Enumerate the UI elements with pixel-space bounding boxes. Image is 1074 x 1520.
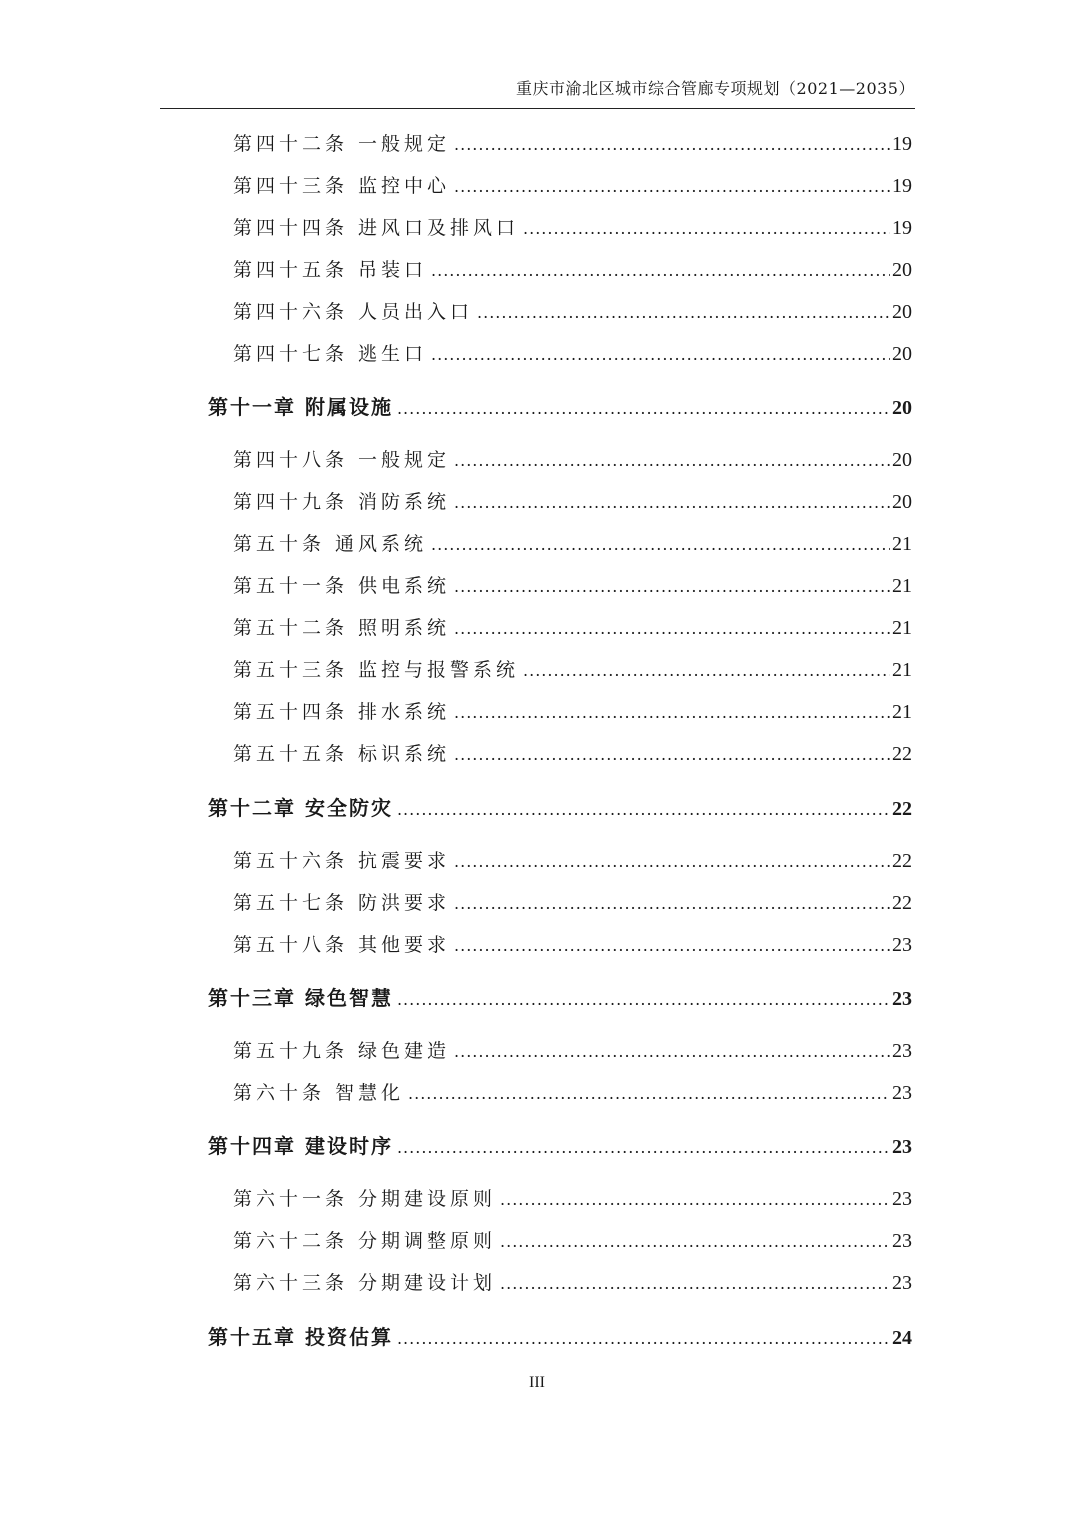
toc-entry[interactable] xyxy=(233,530,912,558)
toc-entry[interactable] xyxy=(233,446,912,474)
dot-leader xyxy=(454,130,890,159)
toc-entry-page: 23 xyxy=(892,1188,912,1210)
toc-entry-label: 第四十二条 一般规定 xyxy=(233,133,451,155)
toc-entry-page: 22 xyxy=(892,892,912,914)
toc-entry-label: 第四十四条 进风口及排风口 xyxy=(233,217,520,239)
toc-entry-label: 第五十条 通风系统 xyxy=(233,533,428,555)
toc-entry-label: 第四十五条 吊装口 xyxy=(233,259,428,281)
toc-entry[interactable] xyxy=(233,847,912,875)
toc-entry[interactable] xyxy=(233,488,912,516)
toc-entry-page: 19 xyxy=(892,175,912,197)
toc-entry-label: 第六十三条 分期建设计划 xyxy=(233,1272,497,1294)
toc-entry-label: 第六十条 智慧化 xyxy=(233,1082,405,1104)
dot-leader xyxy=(454,889,890,918)
toc-entry-page: 23 xyxy=(892,1230,912,1252)
toc-entry-label: 第五十三条 监控与报警系统 xyxy=(233,659,520,681)
toc-entry[interactable] xyxy=(233,130,912,158)
dot-leader xyxy=(454,488,890,517)
dot-leader xyxy=(397,794,890,824)
toc-entry-page: 22 xyxy=(892,850,912,872)
toc-entry-label: 第四十三条 监控中心 xyxy=(233,175,451,197)
toc-entry-label: 第五十七条 防洪要求 xyxy=(233,892,451,914)
toc-chapter-page: 22 xyxy=(892,798,912,820)
toc-chapter-label: 第十四章 建设时序 xyxy=(208,1134,393,1158)
toc-entry-label: 第五十二条 照明系统 xyxy=(233,617,451,639)
toc-entry-page: 21 xyxy=(892,575,912,597)
toc-entry[interactable] xyxy=(233,572,912,600)
toc-entry-page: 23 xyxy=(892,934,912,956)
toc-entry[interactable] xyxy=(233,1185,912,1213)
toc-entry[interactable] xyxy=(233,656,912,684)
toc-entry[interactable] xyxy=(233,298,912,326)
toc-entry-label: 第五十五条 标识系统 xyxy=(233,743,451,765)
toc-entry-label: 第五十四条 排水系统 xyxy=(233,701,451,723)
dot-leader xyxy=(431,340,890,369)
dot-leader xyxy=(523,656,890,685)
toc-entry-label: 第五十九条 绿色建造 xyxy=(233,1040,451,1062)
toc-entry-page: 23 xyxy=(892,1040,912,1062)
toc-entry[interactable] xyxy=(233,1079,912,1107)
dot-leader xyxy=(408,1079,890,1108)
dot-leader xyxy=(397,1132,890,1162)
dot-leader xyxy=(454,172,890,201)
dot-leader xyxy=(500,1227,890,1256)
dot-leader xyxy=(397,984,890,1014)
toc-chapter-page: 20 xyxy=(892,397,912,419)
dot-leader xyxy=(454,931,890,960)
toc-entry-page: 21 xyxy=(892,659,912,681)
toc-chapter[interactable] xyxy=(208,1132,912,1160)
toc-entry[interactable] xyxy=(233,1269,912,1297)
toc-entry-page: 22 xyxy=(892,743,912,765)
toc-entry-page: 23 xyxy=(892,1082,912,1104)
toc-entry-page: 20 xyxy=(892,301,912,323)
page-number: III xyxy=(529,1374,545,1391)
toc-entry-page: 19 xyxy=(892,217,912,239)
toc-entry-page: 19 xyxy=(892,133,912,155)
toc-chapter[interactable] xyxy=(208,794,912,822)
toc-chapter-label: 第十二章 安全防灾 xyxy=(208,796,393,820)
dot-leader xyxy=(431,256,890,285)
toc-chapter-page: 24 xyxy=(892,1327,912,1349)
toc-entry-page: 23 xyxy=(892,1272,912,1294)
toc-chapter-label: 第十五章 投资估算 xyxy=(208,1325,393,1349)
toc-chapter-label: 第十三章 绿色智慧 xyxy=(208,986,393,1010)
toc-entry-label: 第五十六条 抗震要求 xyxy=(233,850,451,872)
toc-chapter-page: 23 xyxy=(892,1136,912,1158)
toc-entry-page: 21 xyxy=(892,533,912,555)
toc-chapter-page: 23 xyxy=(892,988,912,1010)
toc-entry[interactable] xyxy=(233,698,912,726)
dot-leader xyxy=(523,214,890,243)
toc-entry[interactable] xyxy=(233,740,912,768)
toc-entry-label: 第五十八条 其他要求 xyxy=(233,934,451,956)
toc-entry[interactable] xyxy=(233,931,912,959)
dot-leader xyxy=(454,847,890,876)
toc-entry-label: 第四十八条 一般规定 xyxy=(233,449,451,471)
toc-entry[interactable] xyxy=(233,889,912,917)
dot-leader xyxy=(431,530,890,559)
toc-entry-page: 21 xyxy=(892,617,912,639)
dot-leader xyxy=(397,1323,890,1353)
dot-leader xyxy=(500,1185,890,1214)
toc-entry[interactable] xyxy=(233,614,912,642)
toc-entry-label: 第四十六条 人员出入口 xyxy=(233,301,474,323)
dot-leader xyxy=(454,1037,890,1066)
dot-leader xyxy=(454,740,890,769)
toc-entry-label: 第六十一条 分期建设原则 xyxy=(233,1188,497,1210)
dot-leader xyxy=(454,614,890,643)
dot-leader xyxy=(454,698,890,727)
toc-chapter[interactable] xyxy=(208,984,912,1012)
toc-entry[interactable] xyxy=(233,1037,912,1065)
toc-chapter-label: 第十一章 附属设施 xyxy=(208,395,393,419)
toc-chapter[interactable] xyxy=(208,393,912,421)
running-header: 重庆市渝北区城市综合管廊专项规划（2021—2035） xyxy=(516,79,915,98)
toc-entry-page: 20 xyxy=(892,343,912,365)
dot-leader xyxy=(454,446,890,475)
toc-entry-page: 20 xyxy=(892,449,912,471)
dot-leader xyxy=(454,572,890,601)
toc-chapter[interactable] xyxy=(208,1323,912,1351)
toc-entry[interactable] xyxy=(233,256,912,284)
dot-leader xyxy=(477,298,890,327)
toc-entry-page: 20 xyxy=(892,259,912,281)
toc-entry-label: 第四十九条 消防系统 xyxy=(233,491,451,513)
toc-entry[interactable] xyxy=(233,172,912,200)
toc-entry-page: 21 xyxy=(892,701,912,723)
toc-entry[interactable] xyxy=(233,1227,912,1255)
dot-leader xyxy=(397,393,890,423)
toc-entry[interactable] xyxy=(233,214,912,242)
toc-entry-label: 第五十一条 供电系统 xyxy=(233,575,451,597)
toc-entry-page: 20 xyxy=(892,491,912,513)
toc-entry-label: 第四十七条 逃生口 xyxy=(233,343,428,365)
toc-entry-label: 第六十二条 分期调整原则 xyxy=(233,1230,497,1252)
dot-leader xyxy=(500,1269,890,1298)
toc-entry[interactable] xyxy=(233,340,912,368)
